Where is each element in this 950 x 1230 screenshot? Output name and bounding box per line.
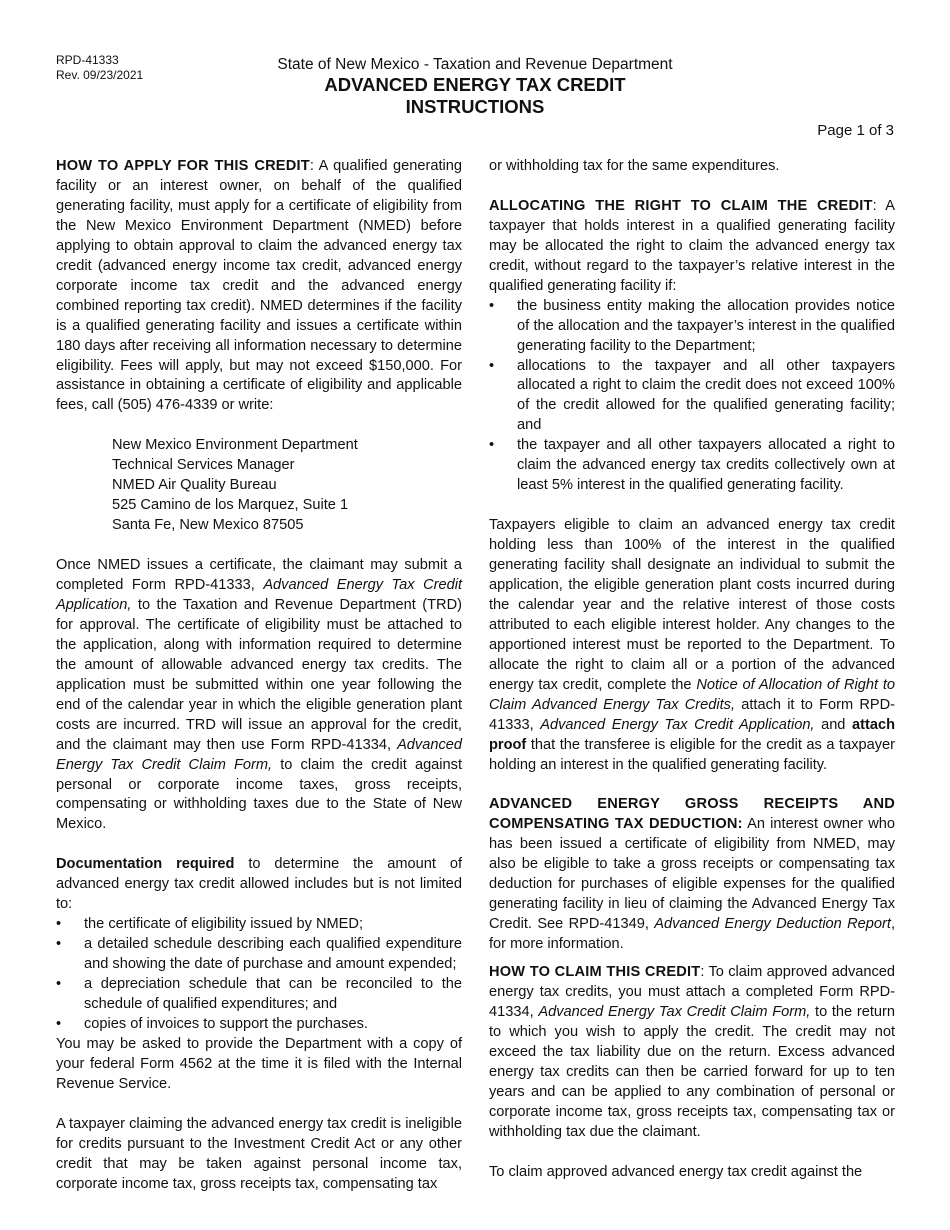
text-run: attach it to Form RPD-41333, xyxy=(489,696,896,733)
gross-receipts-heading: ADVANCED ENERGY GROSS RECEIPTS AND COMPENSATING TAX DEDUCTION: xyxy=(489,796,895,833)
documentation-heading: Documentation required xyxy=(56,856,235,873)
allocating-list xyxy=(489,297,895,497)
apply-heading: HOW TO APPLY FOR THIS CREDIT xyxy=(56,158,310,174)
text-run: that the transferee is eligible for the credit as a taxpayer holding an interest in the qualified generating facility. xyxy=(489,736,895,773)
form-title-italic: Advanced Energy Tax Credit Application, xyxy=(540,716,815,733)
list-item: • allocations to the taxpayer and all other taxpayers allocated a right to claim the credit does not exceed 100% of the credit allowed for the qualified generating facility; and xyxy=(489,357,895,434)
documentation-paragraph xyxy=(56,855,462,915)
documentation-text: to determine the amount of advanced energy tax credit allowed includes but is not limited to: xyxy=(56,856,462,913)
once-paragraph xyxy=(56,556,462,835)
form-title-italic: Advanced Energy Tax Credit Claim Form, xyxy=(538,1003,811,1020)
form-title-italic: Advanced Energy Deduction Report xyxy=(654,916,891,933)
list-item-text: a detailed schedule describing each qualified expenditure and showing the date of purchase and amount expended; xyxy=(84,936,462,973)
list-item: • the taxpayer and all other taxpayers allocated a right to claim the advanced energy tax credits collectively own at least 5% interest in the qualified generating facility. xyxy=(489,437,895,494)
form-title-italic: Notice of Allocation of Right to Claim Advanced Energy Tax Credits, xyxy=(489,676,895,713)
ineligible-paragraph: A taxpayer claiming the advanced energy tax credit is ineligible for credits pursuant to the Investment Credit Act or any other credit that may be taken against personal income tax, corporate income tax, gross receipts tax, compensating tax xyxy=(56,1115,462,1192)
nmed-address xyxy=(112,436,462,536)
list-item-text: copies of invoices to support the purchases. xyxy=(84,1015,368,1032)
list-item-text: the certificate of eligibility issued by NMED; xyxy=(84,916,364,933)
allocating-heading: ALLOCATING THE RIGHT TO CLAIM THE CREDIT xyxy=(489,197,873,214)
address-line: NMED Air Quality Bureau xyxy=(112,477,277,494)
form-title-italic: Advanced Energy Tax Credit Application, xyxy=(56,576,462,613)
continued-paragraph: or withholding tax for the same expenditures. xyxy=(489,158,780,174)
right-column xyxy=(489,157,895,1183)
list-item-text: a depreciation schedule that can be reconciled to the schedule of qualified expenditures; and xyxy=(84,976,462,1012)
form-number: RPD-41333 xyxy=(56,53,119,67)
text-run: and xyxy=(814,716,852,733)
apply-text: : A qualified generating facility or an interest owner, on behalf of the qualified generating facility, must apply for a certificate of eligibility from the New Mexico Environment Department (NMED) before applying to obtain approval to claim the advanced energy tax credit (advanced energy income tax credit, advanced energy corporate income tax credit and the advanced energy combined reporting tax credit). NMED determines if the facility is a qualified generating facility and issues a certificate within 180 days after receiving all information necessary to determine eligibility. Fees will apply, but may not exceed $150,000. For assistance in obtaining a certificate of eligibility and applicable fees, call (505) 476-4339 or write: xyxy=(56,158,462,414)
agency-name: State of New Mexico - Taxation and Revenue Department xyxy=(277,56,673,73)
text-run: to claim the credit against personal or corporate income taxes, gross receipts, compensating or withholding taxes due to the State of New Mexico. xyxy=(56,756,463,833)
text-run: Once NMED issues a certificate, the claimant may submit a completed Form RPD-41333, xyxy=(56,557,462,593)
list-item: • a depreciation schedule that can be reconciled to the schedule of qualified expenditures; and xyxy=(56,976,462,1012)
address-line: Technical Services Manager xyxy=(112,457,295,474)
list-item: • the business entity making the allocation provides notice of the allocation and the taxpayer’s interest in the qualified generating facility to the Department; xyxy=(489,297,895,354)
text-run: : To claim approved advanced energy tax credits, you must attach a completed Form RPD-41334, xyxy=(489,964,896,1020)
list-item-text: the taxpayer and all other taxpayers allocated a right to claim the advanced energy tax credits collectively own at least 5% interest in the qualified generating facility. xyxy=(517,437,895,494)
bold-run: attach proof xyxy=(489,716,895,753)
documentation-list xyxy=(56,915,462,1035)
list-item: • a detailed schedule describing each qualified expenditure and showing the date of purchase and amount expended; xyxy=(56,936,462,973)
list-item: • the certificate of eligibility issued by NMED; xyxy=(56,916,364,933)
text-run: to the Taxation and Revenue Department (TRD) for approval. The certificate of eligibility must be attached to the application, along with information required to determine the amount of allowable advanced energy tax credits. The application must be submitted within one year following the end of the calendar year in which the eligible generation plant costs are incurred. TRD will issue an approval for the credit, and the claimant may then use Form RPD-41334, xyxy=(56,596,462,753)
apply-paragraph xyxy=(56,157,462,416)
document-header xyxy=(0,55,950,118)
form-title-italic: Advanced Energy Tax Credit Claim Form, xyxy=(56,736,462,773)
list-item-text: the business entity making the allocation provides notice of the allocation and the taxpayer’s interest in the qualified generating facility to the Department; xyxy=(517,297,895,354)
address-line: 525 Camino de los Marquez, Suite 1 xyxy=(112,497,349,514)
claim-heading: HOW TO CLAIM THIS CREDIT xyxy=(489,964,701,981)
list-item-text: allocations to the taxpayer and all other taxpayers allocated a right to claim the credit does not exceed 100% of the credit allowed for the qualified generating facility; and xyxy=(517,357,895,434)
text-run: Taxpayers eligible to claim an advanced energy tax credit holding less than 100% of the interest in the qualified generating facility shall designate an individual to submit the application, the eligible generation plant costs incurred during the calendar year and the relative interest of those costs attributed to each eligible interest holder. Any changes to the apportioned interest must be reported to the Department. To allocate the right to claim all or a portion of the advanced energy tax credit, complete the xyxy=(489,517,895,693)
final-paragraph: To claim approved advanced energy tax credit against the xyxy=(489,1163,863,1180)
address-line: New Mexico Environment Department xyxy=(112,437,358,454)
text-run: An interest owner who has been issued a certificate of eligibility from NMED, may also be eligible to take a gross receipts or compensating tax deduction for purchases of eligible expenses for the qualified generating facility in lieu of claiming the Advanced Energy Tax Credit. See RPD-41349, xyxy=(489,816,895,933)
text-run: , for more information. xyxy=(489,916,895,953)
document-title-line1: ADVANCED ENERGY TAX CREDIT xyxy=(324,74,626,95)
list-item: • copies of invoices to support the purchases. xyxy=(56,1015,368,1032)
gross-receipts-paragraph xyxy=(489,795,895,955)
form-revision: Rev. 09/23/2021 xyxy=(56,68,144,82)
text-run: to the return to which you wish to apply the credit. The credit may not exceed the tax liability due on the return. Excess advanced energy tax credits can then be carried forward for up to ten years and can be applied to any combination of personal or corporate income tax, gross receipts tax, compensating tax or withholding tax due the claimant. xyxy=(489,1003,895,1140)
allocating-paragraph xyxy=(489,197,895,297)
eligible-paragraph xyxy=(489,516,895,775)
document-title-line2: INSTRUCTIONS xyxy=(405,96,545,117)
federal-paragraph: You may be asked to provide the Department with a copy of your federal Form 4562 at the time it is filed with the Internal Revenue Service. xyxy=(56,1035,462,1092)
address-line: Santa Fe, New Mexico 87505 xyxy=(112,517,304,534)
claim-paragraph xyxy=(489,963,895,1143)
page-number: Page 1 of 3 xyxy=(817,122,894,139)
allocating-text: : A taxpayer that holds interest in a qualified generating facility may be allocated the right to claim the advanced energy tax credit, without regard to the taxpayer’s relative interest in the qualified generating facility if: xyxy=(489,197,895,294)
left-column xyxy=(56,157,462,1195)
